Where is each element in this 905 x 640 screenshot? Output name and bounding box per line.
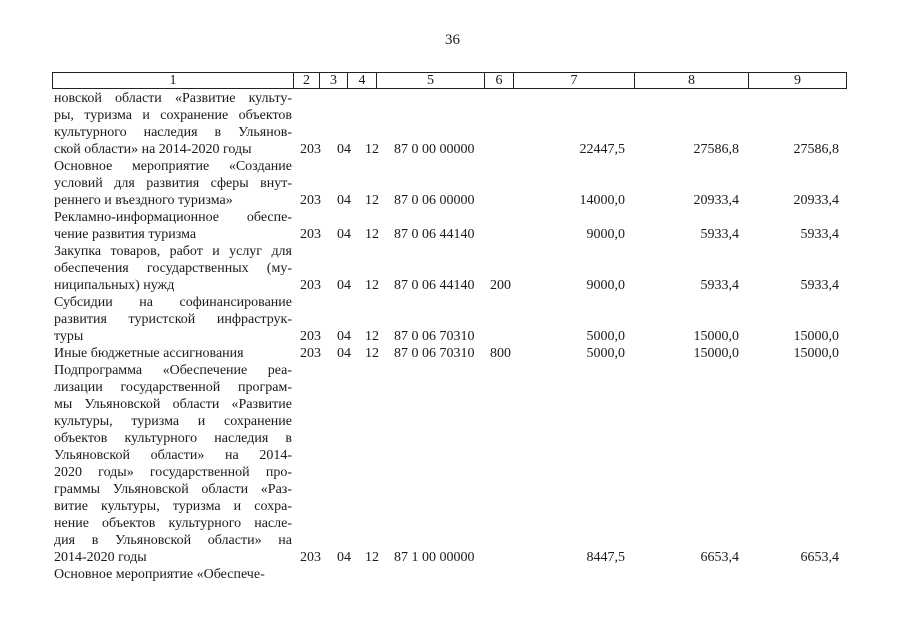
header-col-2: 2 [294, 73, 320, 88]
row-description-line: 2020 годы» государственной про- [54, 465, 292, 480]
row-cell-c7: 14000,0 [579, 193, 625, 208]
header-col-6: 6 [485, 73, 514, 88]
row-description-line: витие культуры, туризма и сохра- [54, 499, 292, 514]
row-cell-c7: 5000,0 [586, 329, 625, 344]
row-cell-c3: 04 [337, 142, 351, 157]
row-description-line: Иные бюджетные ассигнования [54, 346, 244, 361]
row-cell-c8: 5933,4 [700, 227, 739, 242]
row-description-line: объектов культурного наследия в [54, 431, 292, 446]
row-cell-c9: 5933,4 [800, 278, 839, 293]
row-description-line: 2014-2020 годы [54, 550, 147, 565]
row-description-line: чение развития туризма [54, 227, 197, 242]
row-cell-c4: 12 [365, 278, 379, 293]
row-cell-c7: 22447,5 [579, 142, 625, 157]
header-col-3: 3 [320, 73, 348, 88]
header-col-4: 4 [348, 73, 377, 88]
row-cell-c4: 12 [365, 227, 379, 242]
row-cell-c5: 87 0 06 44140 [394, 278, 475, 293]
row-cell-c3: 04 [337, 329, 351, 344]
row-cell-c3: 04 [337, 193, 351, 208]
row-cell-c5: 87 0 06 00000 [394, 193, 475, 208]
row-cell-c9: 6653,4 [800, 550, 839, 565]
header-col-1: 1 [53, 73, 294, 88]
row-cell-c8: 5933,4 [700, 278, 739, 293]
row-cell-c8: 15000,0 [693, 329, 739, 344]
row-cell-c3: 04 [337, 346, 351, 361]
row-cell-c4: 12 [365, 329, 379, 344]
header-col-9: 9 [794, 73, 801, 88]
row-description-line: Субсидии на софинансирование [54, 295, 292, 310]
page-number: 36 [445, 32, 460, 48]
row-description-line: условий для развития сферы внут- [54, 176, 292, 191]
row-description-line: Рекламно-информационное обеспе- [54, 210, 292, 225]
row-cell-c2: 203 [300, 193, 321, 208]
header-col-7: 7 [514, 73, 635, 88]
row-description-line: обеспечения государственных (му- [54, 261, 292, 276]
row-description-line: развития туристской инфраструк- [54, 312, 292, 327]
row-description-line: Закупка товаров, работ и услуг для [54, 244, 292, 259]
row-cell-c8: 27586,8 [693, 142, 739, 157]
row-cell-c9: 5933,4 [800, 227, 839, 242]
row-cell-c4: 12 [365, 346, 379, 361]
row-cell-c7: 9000,0 [586, 227, 625, 242]
row-cell-c7: 9000,0 [586, 278, 625, 293]
row-cell-c4: 12 [365, 142, 379, 157]
row-cell-c9: 15000,0 [793, 346, 839, 361]
row-cell-c6: 800 [490, 346, 511, 361]
row-cell-c9: 20933,4 [793, 193, 839, 208]
row-description-line: реннего и въездного туризма» [54, 193, 233, 208]
row-cell-c9: 27586,8 [793, 142, 839, 157]
row-cell-c6: 200 [490, 278, 511, 293]
row-cell-c2: 203 [300, 329, 321, 344]
row-cell-c9: 15000,0 [793, 329, 839, 344]
row-description-line: дия в Ульяновской области» на [54, 533, 292, 548]
row-description-line: культуры, туризма и сохранение [54, 414, 292, 429]
row-description-line: ской области» на 2014-2020 годы [54, 142, 252, 157]
row-cell-c7: 8447,5 [586, 550, 625, 565]
row-cell-c4: 12 [365, 193, 379, 208]
row-cell-c5: 87 0 06 70310 [394, 329, 475, 344]
row-description-line: новской области «Развитие культу- [54, 91, 292, 106]
row-description-line: Ульяновской области» на 2014- [54, 448, 292, 463]
row-cell-c2: 203 [300, 346, 321, 361]
row-description-line: ры, туризма и сохранение объектов [54, 108, 292, 123]
row-cell-c3: 04 [337, 227, 351, 242]
header-col-8: 8 [635, 73, 749, 88]
row-cell-c8: 20933,4 [693, 193, 739, 208]
row-cell-c2: 203 [300, 278, 321, 293]
row-cell-c3: 04 [337, 550, 351, 565]
row-description-line: Основное мероприятие «Создание [54, 159, 292, 174]
row-cell-c7: 5000,0 [586, 346, 625, 361]
row-description-line: Подпрограмма «Обеспечение реа- [54, 363, 292, 378]
row-cell-c2: 203 [300, 550, 321, 565]
row-cell-c5: 87 0 06 70310 [394, 346, 475, 361]
row-description-line: нение объектов культурного насле- [54, 516, 292, 531]
row-cell-c2: 203 [300, 227, 321, 242]
header-col-5: 5 [377, 73, 485, 88]
row-description-line: граммы Ульяновской области «Раз- [54, 482, 292, 497]
row-cell-c8: 6653,4 [700, 550, 739, 565]
row-cell-c5: 87 0 06 44140 [394, 227, 475, 242]
row-description-line: Основное мероприятие «Обеспече- [54, 567, 265, 582]
table-header [52, 72, 847, 89]
row-description-line: мы Ульяновской области «Развитие [54, 397, 292, 412]
row-cell-c8: 15000,0 [693, 346, 739, 361]
row-cell-c5: 87 1 00 00000 [394, 550, 475, 565]
row-description-line: туры [54, 329, 84, 344]
row-description-line: лизации государственной програм- [54, 380, 292, 395]
row-cell-c5: 87 0 00 00000 [394, 142, 475, 157]
row-cell-c4: 12 [365, 550, 379, 565]
row-description-line: культурного наследия в Ульянов- [54, 125, 292, 140]
row-description-line: ниципальных) нужд [54, 278, 175, 293]
row-cell-c3: 04 [337, 278, 351, 293]
row-cell-c2: 203 [300, 142, 321, 157]
